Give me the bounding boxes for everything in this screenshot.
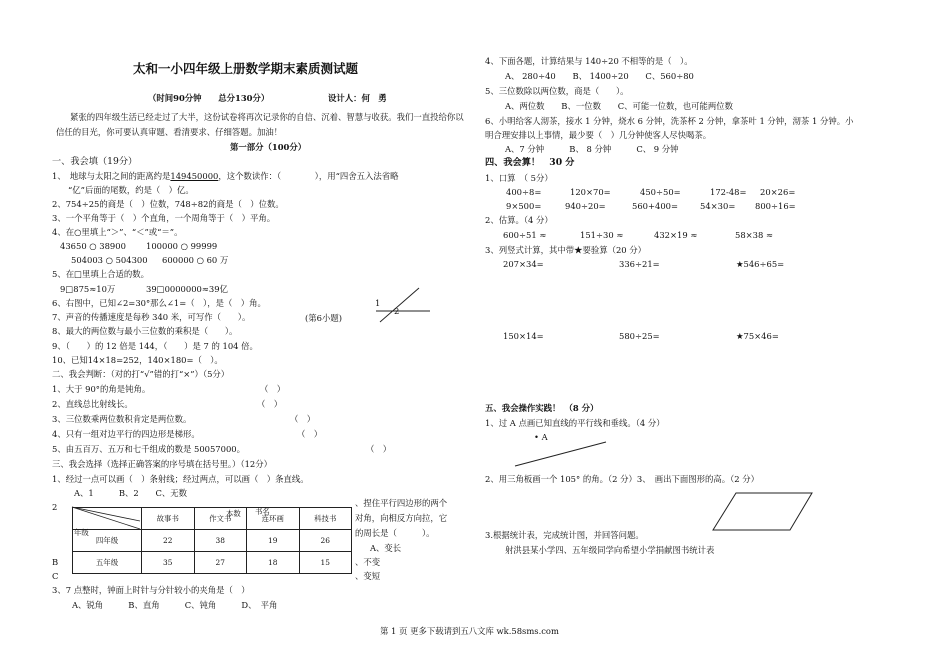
choice-4: 4、下面各题，计算结果与 140÷20 不相等的是（ ）。 <box>485 56 693 66</box>
table-row-label: 四年级 <box>73 530 142 552</box>
table-header-cell: 连环画 <box>247 508 300 530</box>
choice-5: 5、三位数除以两位数，商是（ ）。 <box>485 86 629 96</box>
vertical-item: 336÷21= <box>619 259 660 269</box>
calc-estimate-heading: 2、估算。（4 分） <box>485 215 553 225</box>
vertical-item: ★75×46= <box>736 331 779 341</box>
compare-2: 100000 ○ 99999 <box>146 241 218 251</box>
choice-2-line-2: 对角，向相反方向拉，它 <box>355 513 448 523</box>
table-corner-count: 本数 <box>226 509 241 518</box>
judge-1-blank: （ ） <box>260 384 286 394</box>
judge-2: 2、直线总比射线长。 <box>52 399 133 409</box>
oral-item: 120×70= <box>570 187 611 197</box>
approx-2: 39□0000000≈39亿 <box>146 284 228 294</box>
table-header-cell: 故事书 <box>142 508 195 530</box>
choice-6-options: A、7 分钟 B、 8 分钟 C、 9 分钟 <box>505 144 679 154</box>
figure-6-angle-1-label: 1 <box>375 298 381 308</box>
vertical-item: 150×14= <box>503 331 544 341</box>
choice-1: 1、经过一点可以画（ ）条射线；经过两点，可以画（ ）条直线。 <box>52 474 309 484</box>
section-fill-heading: 一、我会填（19分） <box>52 156 138 167</box>
oral-item: 560+400= <box>632 201 679 211</box>
choice-3-options: A、锐角 B、直角 C、钝角 D、 平角 <box>72 600 278 610</box>
table-cell: 19 <box>247 530 300 552</box>
compare-3: 504003 ○ 504300 <box>71 255 148 265</box>
choice-2-number: 2 <box>52 502 58 512</box>
table-cell: 35 <box>142 552 195 574</box>
table-diagonal-2 <box>72 507 140 521</box>
oral-item: 800÷16= <box>755 201 796 211</box>
question-4: 4、在○里填上“＞”、“＜”或“＝”。 <box>52 227 183 237</box>
page-title: 太和一小四年级上册数学期末素质测试题 <box>133 61 359 76</box>
vertical-item: ★546÷65= <box>736 259 785 269</box>
section-choice-heading: 三、我会选择（选择正确答案的序号填在括号里。）（12分） <box>52 459 273 469</box>
question-1-text-b: ，这个数读作：（ ），用“四舍五入法省略 <box>218 171 399 181</box>
question-5: 5、在□里填上合适的数。 <box>52 269 149 279</box>
figure-6-note: (第6小题) <box>305 313 342 323</box>
table-cell: 18 <box>247 552 300 574</box>
judge-3: 3、三位数乘两位数积肯定是两位数。 <box>52 414 192 424</box>
figure-6-angle-2-label: 2 <box>394 306 400 316</box>
table-cell: 26 <box>299 530 352 552</box>
table-row-label: 五年级 <box>73 552 142 574</box>
practice-4: 3.根据统计表，完成统计图，并回答问题。 <box>485 530 644 540</box>
estimate-item: 58×38 ≈ <box>735 230 774 240</box>
practice-2-3: 2、用三角板画一个 105° 的角。（2 分）3、 画出下面图形的高。（2 分） <box>485 474 760 484</box>
judge-2-blank: （ ） <box>257 399 283 409</box>
oral-item: 54×30= <box>700 201 736 211</box>
intro-line-2: 信任的目光，你可要认真审题、看清要求、仔细答题。加油！ <box>56 127 283 137</box>
choice-2-option-b: 、不变 <box>355 557 381 567</box>
calc-vertical-heading: 3、列竖式计算，其中带★要验算（20 分） <box>485 245 647 255</box>
judge-5-blank: （ ） <box>366 444 392 454</box>
choice-5-options: A、两位数 B、一位数 C、可能一位数，也可能两位数 <box>505 101 733 111</box>
practice-1-given-line <box>515 442 606 466</box>
vertical-item: 580÷25= <box>619 331 660 341</box>
table-header-cell: 作文书 <box>194 508 247 530</box>
choice-2-option-a: A、变长 <box>370 543 402 553</box>
section-calc-heading: 四、我会算！ 30 分 <box>485 157 575 168</box>
choice-3: 3、7 点整时，钟面上时针与分针较小的夹角是（ ） <box>52 585 250 595</box>
judge-1: 1、大于 90°的角是钝角。 <box>52 384 151 394</box>
question-8: 8、最大的两位数与最小三位数的乘积是（ ）。 <box>52 326 238 336</box>
point-a-label: • A <box>534 432 548 442</box>
approx-1: 9□875≈10万 <box>60 284 116 294</box>
stats-table-title: 射洪县某小学四、五年级同学向希望小学捐献图书统计表 <box>505 545 715 555</box>
figure-6-slanted-line <box>380 288 419 322</box>
estimate-item: 432×19 ≈ <box>654 230 698 240</box>
intro-line-1: 紧张的四年级生活已经走过了大半，这份试卷将再次记录你的自信、沉着、智慧与收获。我们一直投给你以 <box>70 112 464 122</box>
judge-3-blank: （ ） <box>290 414 316 424</box>
table-cell: 38 <box>194 530 247 552</box>
choice-2-letter-c: C <box>52 571 59 581</box>
question-9: 9、（ ）的 12 倍是 144，（ ）是 7 的 104 倍。 <box>52 341 258 351</box>
oral-item: 940÷20= <box>565 201 606 211</box>
estimate-item: 600÷51 ≈ <box>503 230 547 240</box>
section-practice-heading: 五、我会操作实践！ （8 分） <box>485 403 599 413</box>
question-1-number: 149450000 <box>170 171 219 181</box>
section-judge-heading: 二、我会判断：（对的打“√”错的打“×”）（5分） <box>52 369 230 379</box>
vertical-item: 207×34= <box>503 259 544 269</box>
oral-item: 172-48= <box>710 187 747 197</box>
calc-oral-heading: 1、口算 （ 5分） <box>485 173 553 183</box>
exam-meta: （时间90分钟 总分130分） <box>148 93 270 103</box>
choice-2-line-3: 的周长是（ ）。 <box>355 528 435 538</box>
compare-1: 43650 ○ 38900 <box>60 241 126 251</box>
judge-4-blank: （ ） <box>297 429 323 439</box>
oral-item: 20×26= <box>760 187 796 197</box>
practice-1: 1、过 A 点画已知直线的平行线和垂线。（4 分） <box>485 418 665 428</box>
table-cell: 27 <box>194 552 247 574</box>
table-cell: 22 <box>142 530 195 552</box>
choice-1-options: A、1 B、2 C、无数 <box>74 488 188 498</box>
choice-6: 6、小明给客人沏茶，接水 1 分钟，烧水 6 分钟，洗茶杯 2 分钟，拿茶叶 1 分钟，沏茶 1 分钟。小 <box>485 116 854 126</box>
question-6: 6、右图中，已知∠2=30°那么∠1=（ ），是（ ）角。 <box>52 298 266 308</box>
table-diagonal-1 <box>72 507 140 529</box>
choice-2-letter-b: B <box>52 557 59 567</box>
table-corner-book: 书名 <box>255 507 270 516</box>
question-1-text-a: 1、 地球与太阳之间的距离约是 <box>52 171 171 181</box>
table-header-cell: 科技书 <box>299 508 352 530</box>
oral-item: 400÷8= <box>506 187 542 197</box>
choice-2-option-c: 、变短 <box>355 571 381 581</box>
estimate-item: 151÷30 ≈ <box>580 230 624 240</box>
choice-2-line-1: 、捏住平行四边形的两个 <box>355 498 448 508</box>
page-footer: 第 1 页 更多下载请到五八文库 wk.58sms.com <box>380 626 559 636</box>
question-7: 7、声音的传播速度是每秒 340 米，可写作（ ）。 <box>52 312 251 322</box>
question-2: 2、754÷25的商是（ ）位数，748÷82的商是（ ）位数。 <box>52 199 284 209</box>
choice-6-cont: 明合理安排以上事情，最少要（ ）几分钟使客人尽快喝茶。 <box>485 130 712 140</box>
judge-4: 4、只有一组对边平行的四边形是梯形。 <box>52 429 200 439</box>
parallelogram-shape <box>713 493 812 530</box>
oral-item: 450÷50= <box>640 187 681 197</box>
table-cell: 15 <box>299 552 352 574</box>
judge-5: 5、由五百万、五万和七千组成的数是 50057000。 <box>52 444 245 454</box>
choice-4-options: A、 280÷40 B、 1400÷20 C、560÷80 <box>505 71 694 81</box>
question-3: 3、一个平角等于（ ）个直角，一个周角等于（ ）平角。 <box>52 213 276 223</box>
table-corner-grade: 年级 <box>74 528 89 537</box>
question-1-cont: “亿”后面的尾数，约是（ ）亿。 <box>68 185 194 195</box>
question-10: 10、已知14×18=252，140×180=（ ）。 <box>52 355 223 365</box>
part-one-heading: 第一部分（100分） <box>230 142 307 152</box>
compare-4: 600000 ○ 60 万 <box>162 255 229 265</box>
oral-item: 9×500= <box>506 201 542 211</box>
designer: 设计人：何 勇 <box>328 93 387 103</box>
